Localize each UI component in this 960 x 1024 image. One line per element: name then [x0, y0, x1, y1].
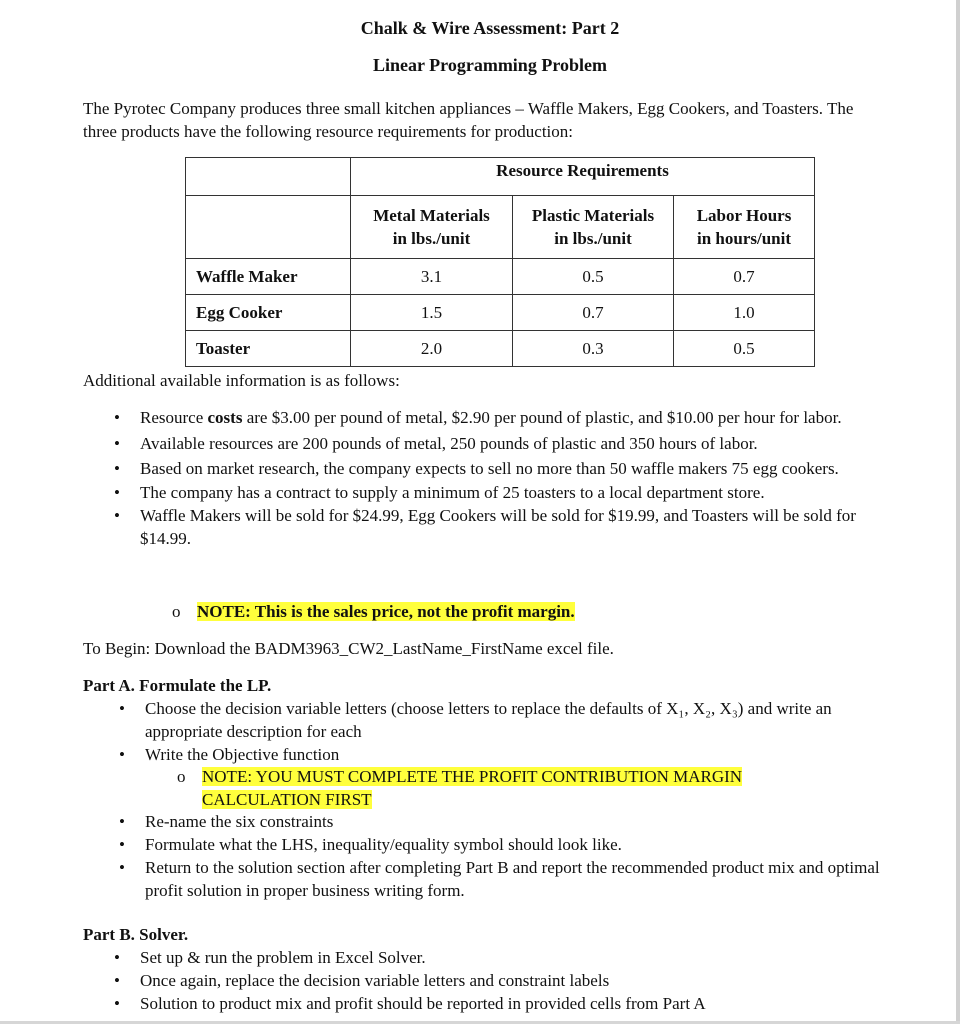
list-item: • Based on market research, the company expects to sell no more than 50 waffle makers 75 egg cookers.: [114, 459, 839, 478]
table-header-row: [186, 196, 815, 259]
document-subtitle: Linear Programming Problem: [373, 55, 607, 75]
list-item: • Re-name the six constraints: [119, 812, 334, 831]
bullet-icon: •: [119, 699, 125, 718]
row-label-egg-cooker: Egg Cooker: [186, 295, 351, 331]
table-row: [186, 259, 815, 295]
bullet-icon: •: [119, 858, 125, 877]
column-header-plastic: Plastic Materials in lbs./unit: [513, 196, 674, 259]
bullet-icon: •: [119, 812, 125, 831]
bullet-icon: •: [114, 994, 120, 1013]
to-begin-instruction: To Begin: Download the BADM3963_CW2_LastName_FirstName excel file.: [83, 639, 614, 658]
table-group-header: [351, 158, 815, 196]
document-title: Chalk & Wire Assessment: Part 2: [360, 18, 620, 38]
table-cell: 0.7: [513, 295, 674, 331]
sub-bullet-icon: o: [172, 602, 181, 621]
profit-margin-note: [177, 765, 842, 811]
costs-emphasis: costs: [207, 408, 243, 427]
part-b-heading: Part B. Solver.: [83, 925, 189, 944]
column-header-labor: Labor Hours in hours/unit: [674, 196, 815, 259]
profit-margin-note-text: NOTE: YOU MUST COMPLETE THE PROFIT CONTRIBUTION MARGIN CALCULATION FIRST: [202, 767, 743, 809]
sub-bullet-icon: o: [177, 767, 186, 786]
table-cell: 0.5: [674, 331, 815, 367]
bullet-icon: •: [114, 483, 120, 502]
table-cell: 2.0: [351, 331, 513, 367]
bullet-icon: •: [114, 434, 120, 453]
additional-info-heading: Additional available information is as follows:: [83, 371, 400, 390]
table-cell: 0.3: [513, 331, 674, 367]
sales-price-note: [172, 600, 575, 623]
table-empty-corner: [186, 158, 351, 196]
table-cell: 3.1: [351, 259, 513, 295]
table-empty-header-cell: [186, 196, 351, 259]
intro-paragraph: The Pyrotec Company produces three small kitchen appliances – Waffle Makers, Egg Cookers, and Toasters. The three products have the following resource requirements for production:: [83, 99, 854, 141]
part-a-heading: Part A. Formulate the LP.: [83, 676, 272, 695]
list-item: • Choose the decision variable letters (choose letters to replace the defaults of X₁, X₂, X₃) and write an appropriate description for each: [119, 699, 832, 741]
bullet-icon: •: [114, 971, 120, 990]
sales-price-note-text: NOTE: This is the sales price, not the profit margin.: [197, 602, 575, 621]
part-a-list: [119, 697, 905, 766]
table-cell: 1.5: [351, 295, 513, 331]
row-label-waffle-maker: Waffle Maker: [186, 259, 351, 295]
bullet-icon: •: [114, 948, 120, 967]
group-header-label: Resource Requirements: [496, 161, 669, 180]
table-row: [186, 331, 815, 367]
bullet-icon: •: [114, 408, 120, 427]
part-b-list: [114, 946, 900, 1015]
table-group-header-row: [186, 158, 815, 196]
resource-requirements-table: [185, 157, 815, 367]
bullet-icon: •: [114, 459, 120, 478]
table-row: [186, 295, 815, 331]
table-cell: 1.0: [674, 295, 815, 331]
list-item: • Resource costs are $3.00 per pound of metal, $2.90 per pound of plastic, and $10.00 per hour for labor.: [114, 408, 842, 427]
part-a-list-continued: [119, 810, 905, 902]
list-item: • Return to the solution section after completing Part B and report the recommended product mix and optimal profit solution in proper business writing form.: [119, 858, 880, 900]
bullet-icon: •: [119, 835, 125, 854]
list-item: • Formulate what the LHS, inequality/equality symbol should look like.: [119, 835, 622, 854]
list-item: • Solution to product mix and profit should be reported in provided cells from Part A: [114, 994, 706, 1013]
list-item: • Write the Objective function: [119, 745, 340, 764]
row-label-toaster: Toaster: [186, 331, 351, 367]
additional-info-list: [114, 406, 900, 550]
list-item: • Waffle Makers will be sold for $24.99, Egg Cookers will be sold for $19.99, and Toasters will be sold for $14.99.: [114, 506, 856, 548]
list-item: • Once again, replace the decision variable letters and constraint labels: [114, 971, 610, 990]
list-item: • Available resources are 200 pounds of metal, 250 pounds of plastic and 350 hours of labor.: [114, 434, 758, 453]
bullet-icon: •: [119, 745, 125, 764]
list-item: • The company has a contract to supply a minimum of 25 toasters to a local department store.: [114, 483, 765, 502]
column-header-metal: Metal Materials in lbs./unit: [351, 196, 513, 259]
list-item: • Set up & run the problem in Excel Solver.: [114, 948, 426, 967]
page-edge-right: [956, 0, 960, 1024]
table-cell: 0.5: [513, 259, 674, 295]
table-cell: 0.7: [674, 259, 815, 295]
bullet-icon: •: [114, 506, 120, 525]
